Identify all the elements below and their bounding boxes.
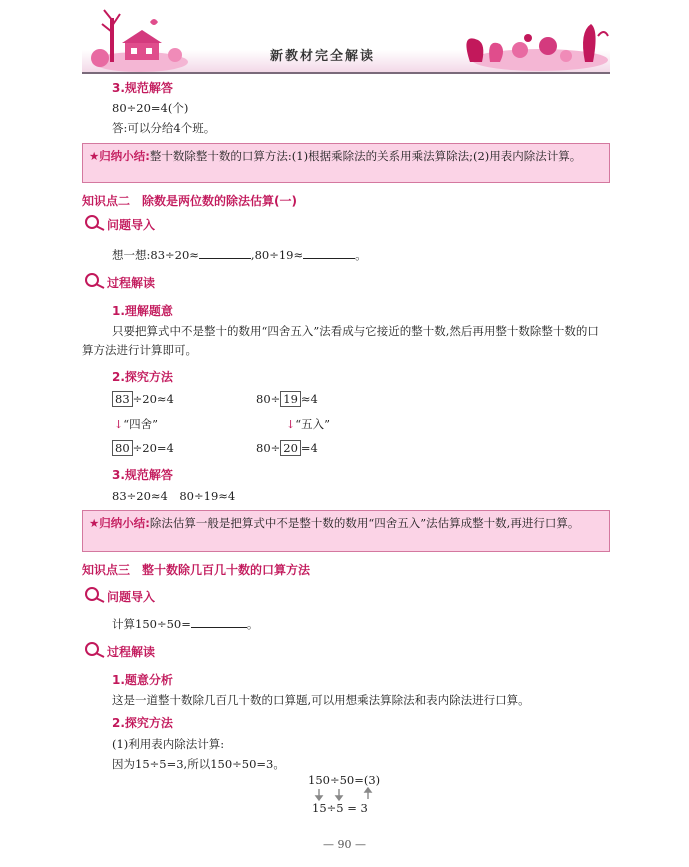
estimate-left-2 — [112, 440, 174, 456]
boxed-number: 83 — [112, 391, 133, 407]
expr-rest: ≈4 — [300, 392, 318, 406]
kp2-intro-head: 问题导入 — [107, 218, 156, 232]
down-arrow-icon: ↓ — [114, 418, 124, 431]
intro-end: 。 — [246, 617, 259, 631]
magnifier-icon — [84, 641, 106, 659]
kp3-method-1-line: 因为15÷5=3,所以150÷50=3。 — [112, 757, 285, 771]
kp3-s1-text: 这是一道整十数除几百几十数的口算题,可以用想乘法算除法和表内除法进行口算。 — [112, 693, 530, 707]
magnifier-icon — [84, 272, 106, 290]
boxed-number: 80 — [112, 440, 133, 456]
estimate-left-note — [114, 416, 158, 432]
kp3-method-1: (1)利用表内除法计算: — [112, 737, 225, 751]
expr-left: 80÷ — [256, 392, 281, 406]
step3-title: 3.规范解答 — [112, 81, 173, 95]
rounding-note: “五入” — [295, 417, 330, 431]
header-decoration — [0, 0, 689, 78]
expr-left: 80÷ — [256, 441, 281, 455]
kp2-s3-text: 83÷20≈4 80÷19≈4 — [112, 489, 236, 503]
summary-label: ★归纳小结: — [89, 149, 150, 163]
expr-rest: =4 — [300, 441, 318, 455]
calc-line: 80÷20=4(个) — [112, 101, 189, 115]
summary-text: 整十数除整十数的口算方法:(1)根据乘除法的关系用乘法算除法;(2)用表内除法计算。 — [149, 149, 582, 163]
kp2-s1-text: 只要把算式中不是整十的数用“四舍五入”法看成与它接近的整十数,然后再用整十数除整十数的口算方法进行计算即可。 — [82, 324, 599, 357]
page-header — [0, 0, 689, 78]
kp3-intro-head: 问题导入 — [107, 590, 156, 604]
kp2-s2-title: 2.探究方法 — [112, 370, 173, 384]
summary-text: 除法估算一般是把算式中不是整十数的数用“四舍五入”法估算成整十数,再进行口算。 — [149, 516, 580, 530]
kp2-intro-line — [112, 246, 367, 263]
kp2-s3-title: 3.规范解答 — [112, 468, 173, 482]
summary-box-1 — [82, 143, 610, 183]
eq-bottom: 15÷5 = 3 — [312, 801, 368, 815]
eq-arrows — [312, 787, 382, 801]
estimate-left-1 — [112, 391, 174, 407]
header-title: 新教材完全解读 — [270, 49, 376, 64]
answer-blank[interactable] — [303, 246, 355, 259]
intro-part-a: 计算150÷50= — [112, 617, 191, 631]
estimate-right-note — [286, 416, 330, 432]
magnifier-icon — [84, 586, 106, 604]
rounding-note: “四舍” — [123, 417, 158, 431]
magnifier-icon — [84, 214, 106, 232]
kp2-process-head: 过程解读 — [107, 276, 156, 290]
kp2-s1-title: 1.理解题意 — [112, 304, 173, 318]
down-arrow-icon: ↓ — [286, 418, 296, 431]
kp2-title: 知识点二 除数是两位数的除法估算(一) — [82, 194, 297, 208]
expr-rest: ÷20=4 — [132, 441, 174, 455]
eq-top: 150÷50=(3) — [308, 773, 381, 787]
intro-end: 。 — [355, 248, 367, 262]
estimate-right-2 — [256, 440, 318, 456]
intro-part-b: ,80÷19≈ — [250, 248, 304, 262]
kp3-title: 知识点三 整十数除几百几十数的口算方法 — [82, 563, 311, 577]
answer-blank[interactable] — [191, 615, 247, 628]
expr-rest: ÷20≈4 — [132, 392, 174, 406]
summary-label: ★归纳小结: — [89, 516, 150, 530]
page-number: — 90 — — [323, 838, 366, 851]
kp3-process-head: 过程解读 — [107, 645, 156, 659]
kp3-s2-title: 2.探究方法 — [112, 716, 173, 730]
answer-blank[interactable] — [199, 246, 251, 259]
header-divider — [82, 72, 610, 74]
boxed-number: 20 — [280, 440, 301, 456]
answer-line: 答:可以分给4个班。 — [112, 121, 216, 135]
boxed-number: 19 — [280, 391, 301, 407]
summary-box-2 — [82, 510, 610, 552]
kp3-intro-line — [112, 615, 258, 632]
intro-part-a: 想一想:83÷20≈ — [112, 248, 199, 262]
estimate-right-1 — [256, 391, 318, 407]
kp3-s1-title: 1.题意分析 — [112, 673, 173, 687]
